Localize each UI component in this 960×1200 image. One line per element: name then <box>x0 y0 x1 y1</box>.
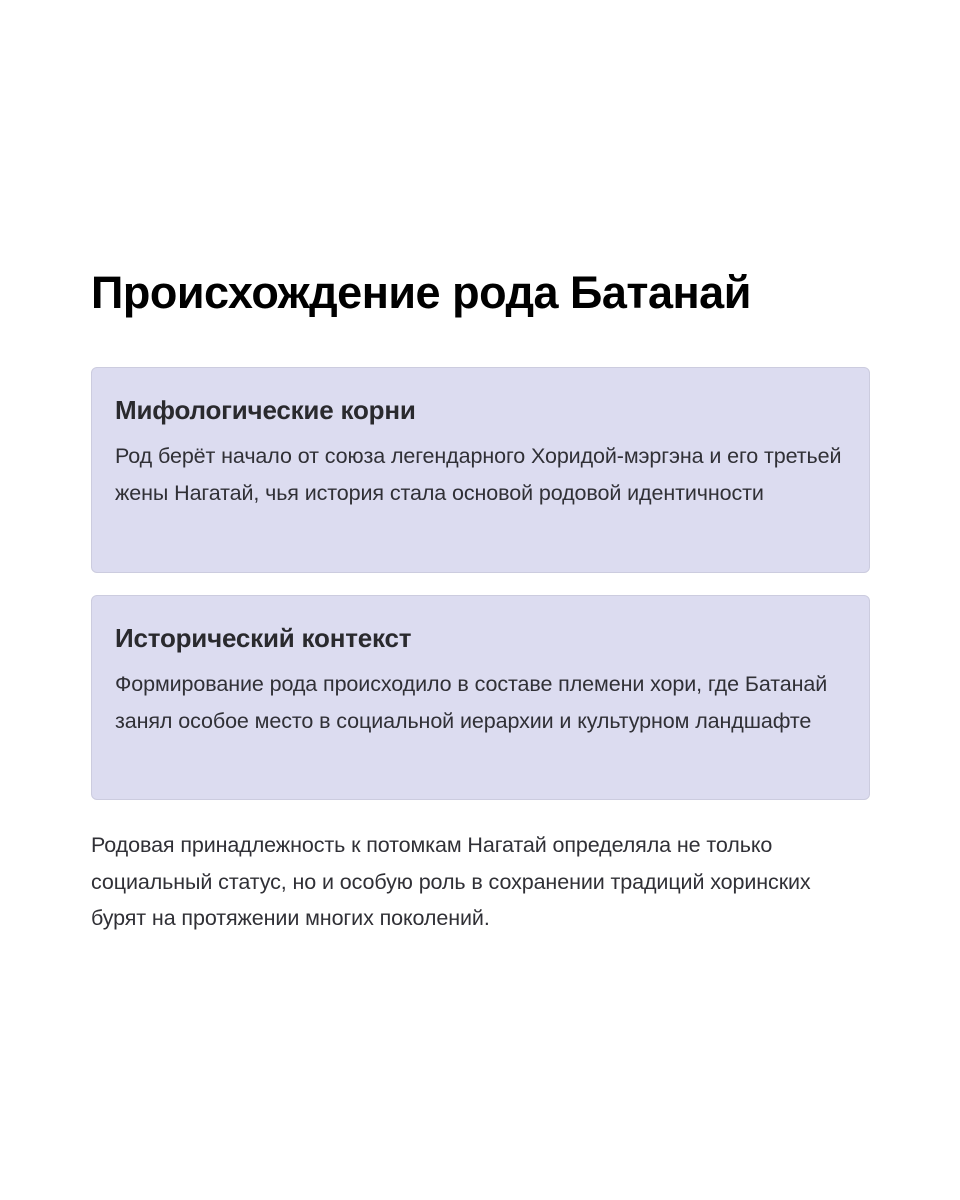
card-text: Род берёт начало от союза легендарного Хоридой-мэргэна и его третьей жены Нагатай, чья история стала основой родовой идентичности <box>115 444 842 505</box>
closing-paragraph: Родовая принадлежность к потомкам Нагатай определяла не только социальный статус, но и особую роль в сохранении традиций хоринских бурят на протяжении многих поколений. <box>91 833 811 930</box>
card-title: Мифологические корни <box>115 395 416 425</box>
card-title: Исторический контекст <box>115 623 412 653</box>
slide-content <box>91 262 870 937</box>
card-text: Формирование рода происходило в составе племени хори, где Батанай занял особое место в социальной иерархии и культурном ландшафте <box>115 672 828 733</box>
card-mythological-roots <box>91 367 870 573</box>
page-title: Происхождение рода Батанай <box>91 267 751 318</box>
card-historical-context <box>91 595 870 800</box>
